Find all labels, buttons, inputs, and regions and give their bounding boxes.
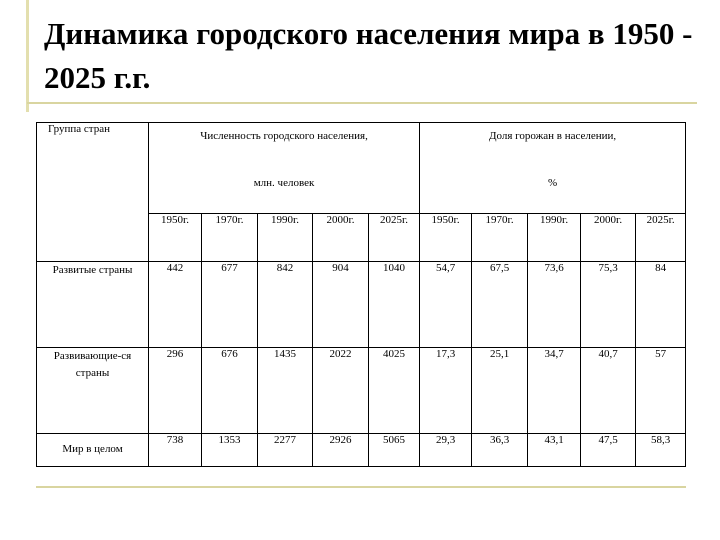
table-cell: 2022 (313, 348, 369, 434)
left-accent-rule (26, 0, 29, 112)
table-cell: 34,7 (528, 348, 581, 434)
row-label: Развивающие-ся страны (37, 348, 149, 434)
table-cell: 677 (202, 262, 258, 348)
year-header: 1950г. (420, 214, 472, 262)
table-cell: 40,7 (581, 348, 636, 434)
table-cell: 2277 (258, 434, 313, 467)
table-cell: 67,5 (472, 262, 528, 348)
urban-share-header: Доля горожан в населении, (489, 130, 617, 142)
table-cell: 296 (149, 348, 202, 434)
row-label: Развитые страны (37, 262, 149, 348)
table-cell: 738 (149, 434, 202, 467)
table-cell: 25,1 (472, 348, 528, 434)
table-cell: 47,5 (581, 434, 636, 467)
table-cell: 442 (149, 262, 202, 348)
year-header: 1990г. (528, 214, 581, 262)
year-header: 1970г. (472, 214, 528, 262)
year-header: 1970г. (202, 214, 258, 262)
title-divider (27, 102, 697, 104)
year-header: 1950г. (149, 214, 202, 262)
year-header: 2025г. (369, 214, 420, 262)
group-header: Группа стран (48, 123, 111, 135)
table-cell: 842 (258, 262, 313, 348)
year-header: 2025г. (636, 214, 686, 262)
table-cell: 58,3 (636, 434, 686, 467)
table-row (37, 262, 686, 348)
urban-population-header: Численность городского населения, (200, 130, 368, 142)
table-cell: 36,3 (472, 434, 528, 467)
table-cell: 84 (636, 262, 686, 348)
table-header-row (37, 123, 686, 214)
table-cell: 676 (202, 348, 258, 434)
urban-share-unit: % (548, 177, 558, 189)
bottom-divider (36, 486, 686, 488)
table-cell: 2926 (313, 434, 369, 467)
table-cell: 73,6 (528, 262, 581, 348)
table-cell: 17,3 (420, 348, 472, 434)
table-cell: 43,1 (528, 434, 581, 467)
table-cell: 75,3 (581, 262, 636, 348)
urban-population-header-cell (149, 123, 420, 214)
urban-share-header-cell (420, 123, 686, 214)
table-cell: 904 (313, 262, 369, 348)
row-label: Мир в целом (37, 434, 149, 467)
table-cell: 5065 (369, 434, 420, 467)
table-cell: 4025 (369, 348, 420, 434)
urban-population-table (36, 122, 686, 467)
year-header: 1990г. (258, 214, 313, 262)
year-header: 2000г. (313, 214, 369, 262)
table-cell: 54,7 (420, 262, 472, 348)
table-cell: 1040 (369, 262, 420, 348)
urban-population-unit: млн. человек (253, 177, 315, 189)
group-header-cell (37, 123, 149, 262)
table-cell: 1435 (258, 348, 313, 434)
year-header: 2000г. (581, 214, 636, 262)
table-row (37, 434, 686, 467)
table-cell: 1353 (202, 434, 258, 467)
table-row (37, 348, 686, 434)
table-cell: 29,3 (420, 434, 472, 467)
table-cell: 57 (636, 348, 686, 434)
slide-title: Динамика городского населения мира в 1950 - 2025 г.г. (44, 16, 693, 95)
